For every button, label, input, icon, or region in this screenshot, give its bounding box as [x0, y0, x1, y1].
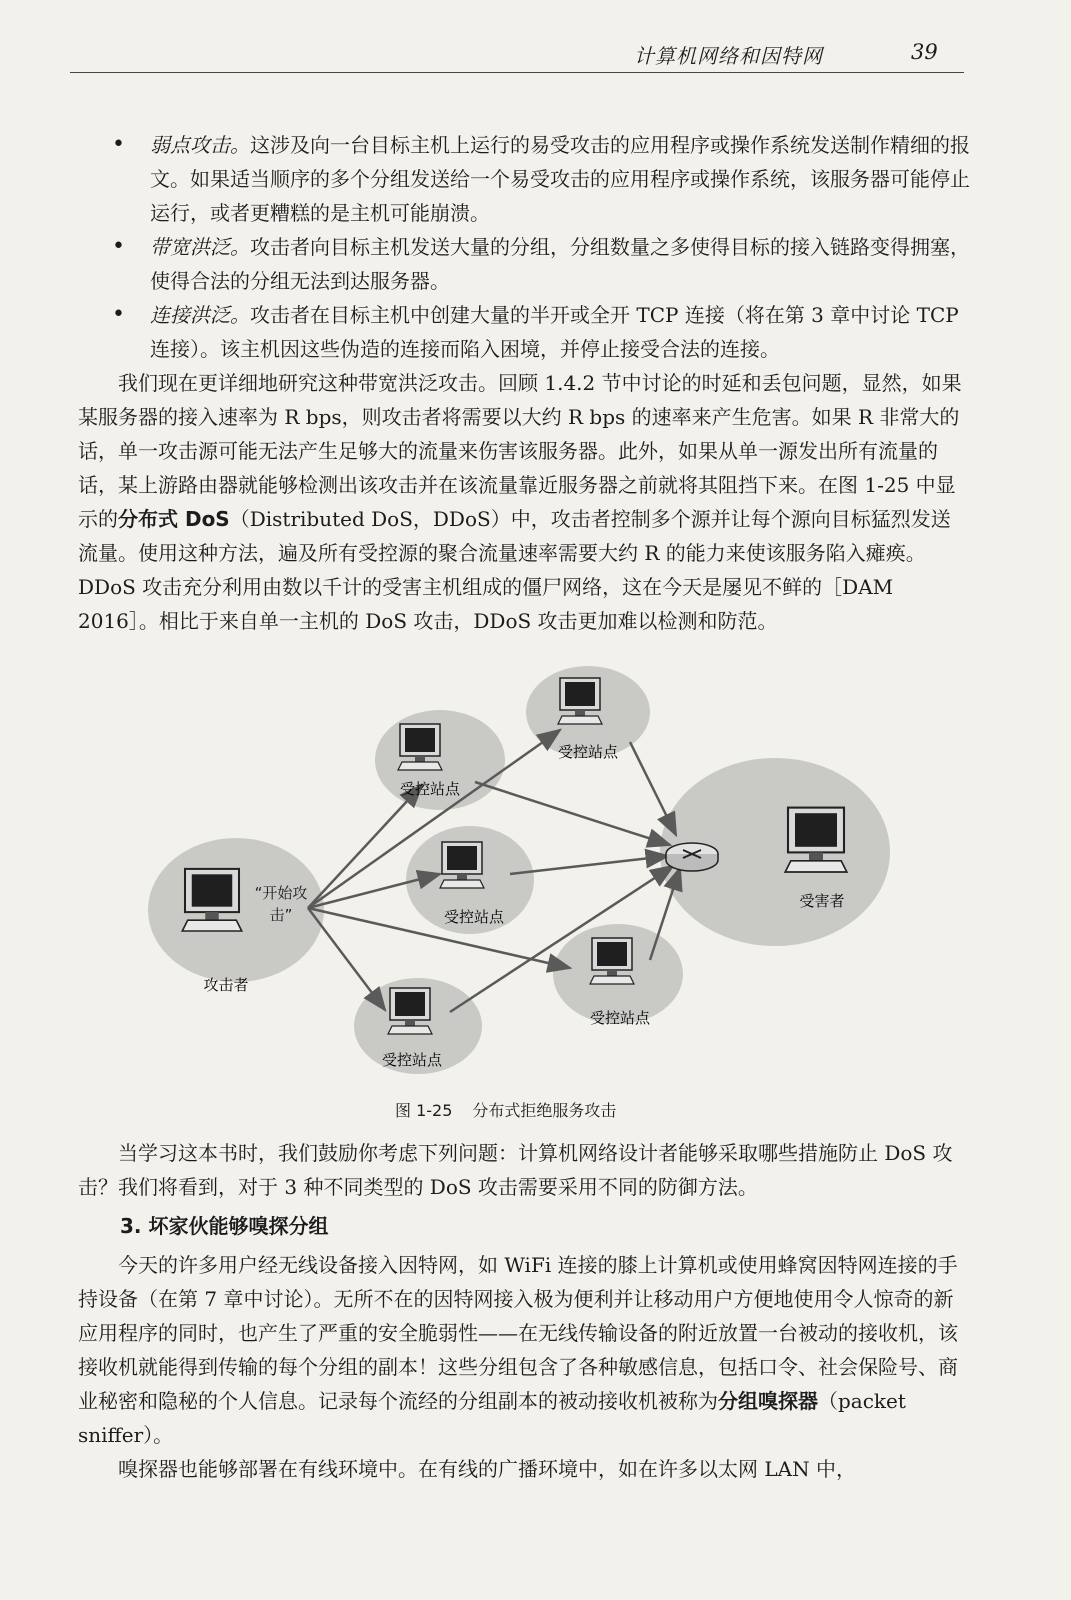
paragraph-wired: 嗅探器也能够部署在有线环境中。在有线的广播环境中，如在许多以太网 LAN 中， [118, 1457, 856, 1481]
figure-number: 图 1-25 [395, 1101, 453, 1120]
computer-icon [182, 869, 241, 931]
header-rule [70, 72, 964, 73]
paragraph-text: （Distributed DoS，DDoS）中，攻击者控制多个源并让每个源向目标猛烈发送流量。使用这种方法，遍及所有受控源的聚合流量速率需要大约 R 的能力来使该服务陷入瘫痪。DDoS 攻击充分利用由数以千计的受害主机组成的僵尸网络，这在今天是屡见不鲜的［DAM 2016］。相比于来自单一主机的 DoS 攻击，DDoS 攻击更加难以检测和防范。 [78, 507, 951, 633]
figure-caption-text: 分布式拒绝服务攻击 [472, 1101, 617, 1120]
paragraph-ddos [78, 366, 970, 638]
paragraph-text: 今天的许多用户经无线设备接入因特网，如 WiFi 连接的膝上计算机或使用蜂窝因特网连接的手持设备（在第 7 章中讨论）。无所不在的因特网接入极为便利并让移动用户方便地使用令人惊奇的新应用程序的同时，也产生了严重的安全脆弱性——在无线传输设备的附近放置一台被动的接收机，该接收机就能得到传输的每个分组的副本！这些分组包含了各种敏感信息，包括口令、社会保险号、商业秘密和隐秘的个人信息。记录每个流经的分组副本的被动接收机被称为 [78, 1253, 958, 1413]
bullet-term: 连接洪泛。 [150, 303, 250, 327]
paragraph-question: 当学习这本书时，我们鼓励你考虑下列问题：计算机网络设计者能够采取哪些措施防止 DoS 攻击？我们将看到，对于 3 种不同类型的 DoS 攻击需要采用不同的防御方法。 [78, 1141, 953, 1199]
bullet-text: 攻击者在目标主机中创建大量的半开或全开 TCP 连接（将在第 3 章中讨论 TCP 连接）。该主机因这些伪造的连接而陷入困境，并停止接受合法的连接。 [150, 303, 959, 361]
paragraph-sniffing [78, 1248, 970, 1452]
computer-icon [590, 938, 634, 984]
bullet-list [112, 128, 972, 366]
bullet-item [112, 298, 972, 366]
computer-icon [785, 808, 847, 872]
zombie-label: 受控站点 [589, 1009, 651, 1027]
computer-icon [440, 842, 484, 888]
zombie-label: 受控站点 [443, 908, 505, 926]
ddos-diagram [140, 660, 940, 1080]
start-attack-label: “开始攻击” [254, 884, 308, 924]
bullet-item [112, 128, 972, 230]
running-header-title: 计算机网络和因特网 [634, 44, 823, 68]
zombie-label: 受控站点 [399, 780, 461, 798]
zombie-label: 受控站点 [381, 1051, 443, 1069]
bullet-term: 弱点攻击。 [150, 133, 250, 157]
computer-icon [398, 724, 442, 770]
section-heading: 3. 坏家伙能够嗅探分组 [120, 1214, 329, 1238]
bullet-text: 这涉及向一台目标主机上运行的易受攻击的应用程序或操作系统发送制作精细的报文。如果适当顺序的多个分组发送给一个易受攻击的应用程序或操作系统，该服务器可能停止运行，或者更糟糕的是主机可能崩溃。 [150, 133, 970, 225]
paragraph-text: （packet sniffer）。 [78, 1389, 906, 1447]
page-number: 39 [911, 40, 938, 64]
bullet-term: 带宽洪泛。 [150, 235, 250, 259]
figure-ddos [140, 660, 940, 1080]
figure-caption [395, 1098, 616, 1121]
bullet-text: 攻击者向目标主机发送大量的分组，分组数量之多使得目标的接入链路变得拥塞，使得合法的分组无法到达服务器。 [150, 235, 970, 293]
term-bold: 分组嗅探器 [718, 1389, 818, 1413]
attacker-label: 攻击者 [203, 976, 249, 994]
term-bold: 分布式 DoS [118, 507, 230, 531]
router-icon [666, 843, 718, 871]
victim-label: 受害者 [799, 892, 845, 910]
zombie-label: 受控站点 [557, 743, 619, 761]
computer-icon [558, 678, 602, 724]
bullet-item [112, 230, 972, 298]
computer-icon [388, 988, 432, 1034]
paragraph-text: 我们现在更详细地研究这种带宽洪泛攻击。回顾 1.4.2 节中讨论的时延和丢包问题，显然，如果某服务器的接入速率为 R bps，则攻击者将需要以大约 R bps 的速率来产生危害。如果 R 非常大的话，单一攻击源可能无法产生足够大的流量来伤害该服务器。此外，如果从单一源发出所有流量的话，某上游路由器就能够检测出该攻击并在该流量靠近服务器之前就将其阻挡下来。在图 1-25 中显示的 [78, 371, 962, 531]
